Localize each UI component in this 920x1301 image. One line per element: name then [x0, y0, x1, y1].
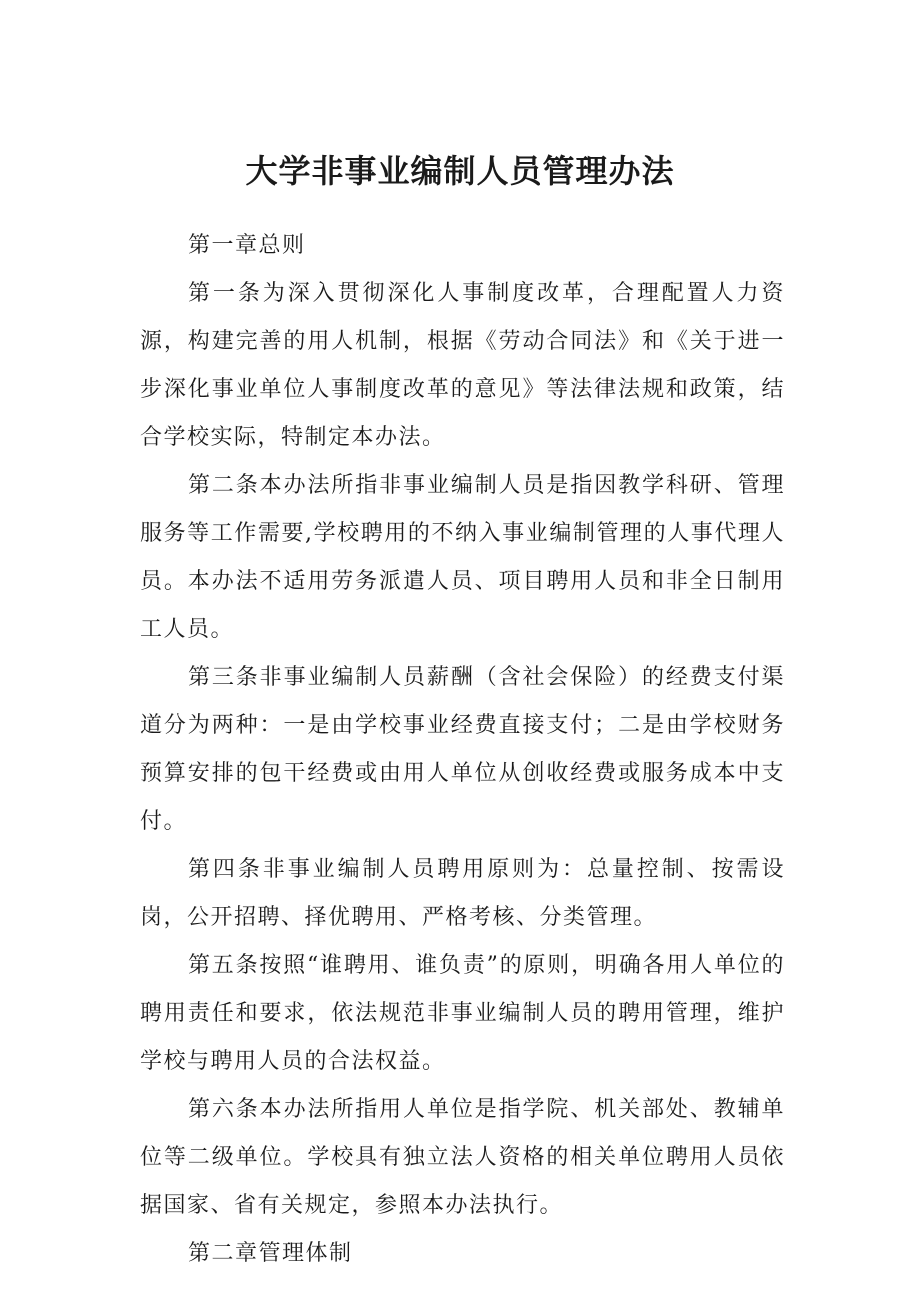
chapter-heading-2: 第二章管理体制: [188, 1241, 353, 1266]
article-2: 第二条本办法所指非事业编制人员是指因教学科研、管理服务等工作需要,学校聘用的不纳入事业编制管理的人事代理人员。本办法不适用劳务派遣人员、项目聘用人员和非全日制用工人员。: [140, 473, 785, 642]
chapter-heading-1: 第一章总则: [188, 233, 306, 258]
document-title: 大学非事业编制人员管理办法: [245, 152, 675, 190]
article-6: 第六条本办法所指用人单位是指学院、机关部处、教辅单位等二级单位。学校具有独立法人资格的相关单位聘用人员依据国家、省有关规定，参照本办法执行。: [140, 1097, 785, 1218]
document-body: [140, 222, 785, 1278]
article-1: 第一条为深入贯彻深化人事制度改革，合理配置人力资源，构建完善的用人机制，根据《劳动合同法》和《关于进一步深化事业单位人事制度改革的意见》等法律法规和政策，结合学校实际，特制定本办法。: [140, 281, 785, 450]
article-4: 第四条非事业编制人员聘用原则为：总量控制、按需设岗，公开招聘、择优聘用、严格考核、分类管理。: [140, 857, 785, 930]
article-3: 第三条非事业编制人员薪酬（含社会保险）的经费支付渠道分为两种：一是由学校事业经费直接支付；二是由学校财务预算安排的包干经费或由用人单位从创收经费或服务成本中支付。: [140, 665, 785, 834]
article-5: 第五条按照“谁聘用、谁负责”的原则，明确各用人单位的聘用责任和要求，依法规范非事业编制人员的聘用管理，维护学校与聘用人员的合法权益。: [140, 953, 785, 1074]
